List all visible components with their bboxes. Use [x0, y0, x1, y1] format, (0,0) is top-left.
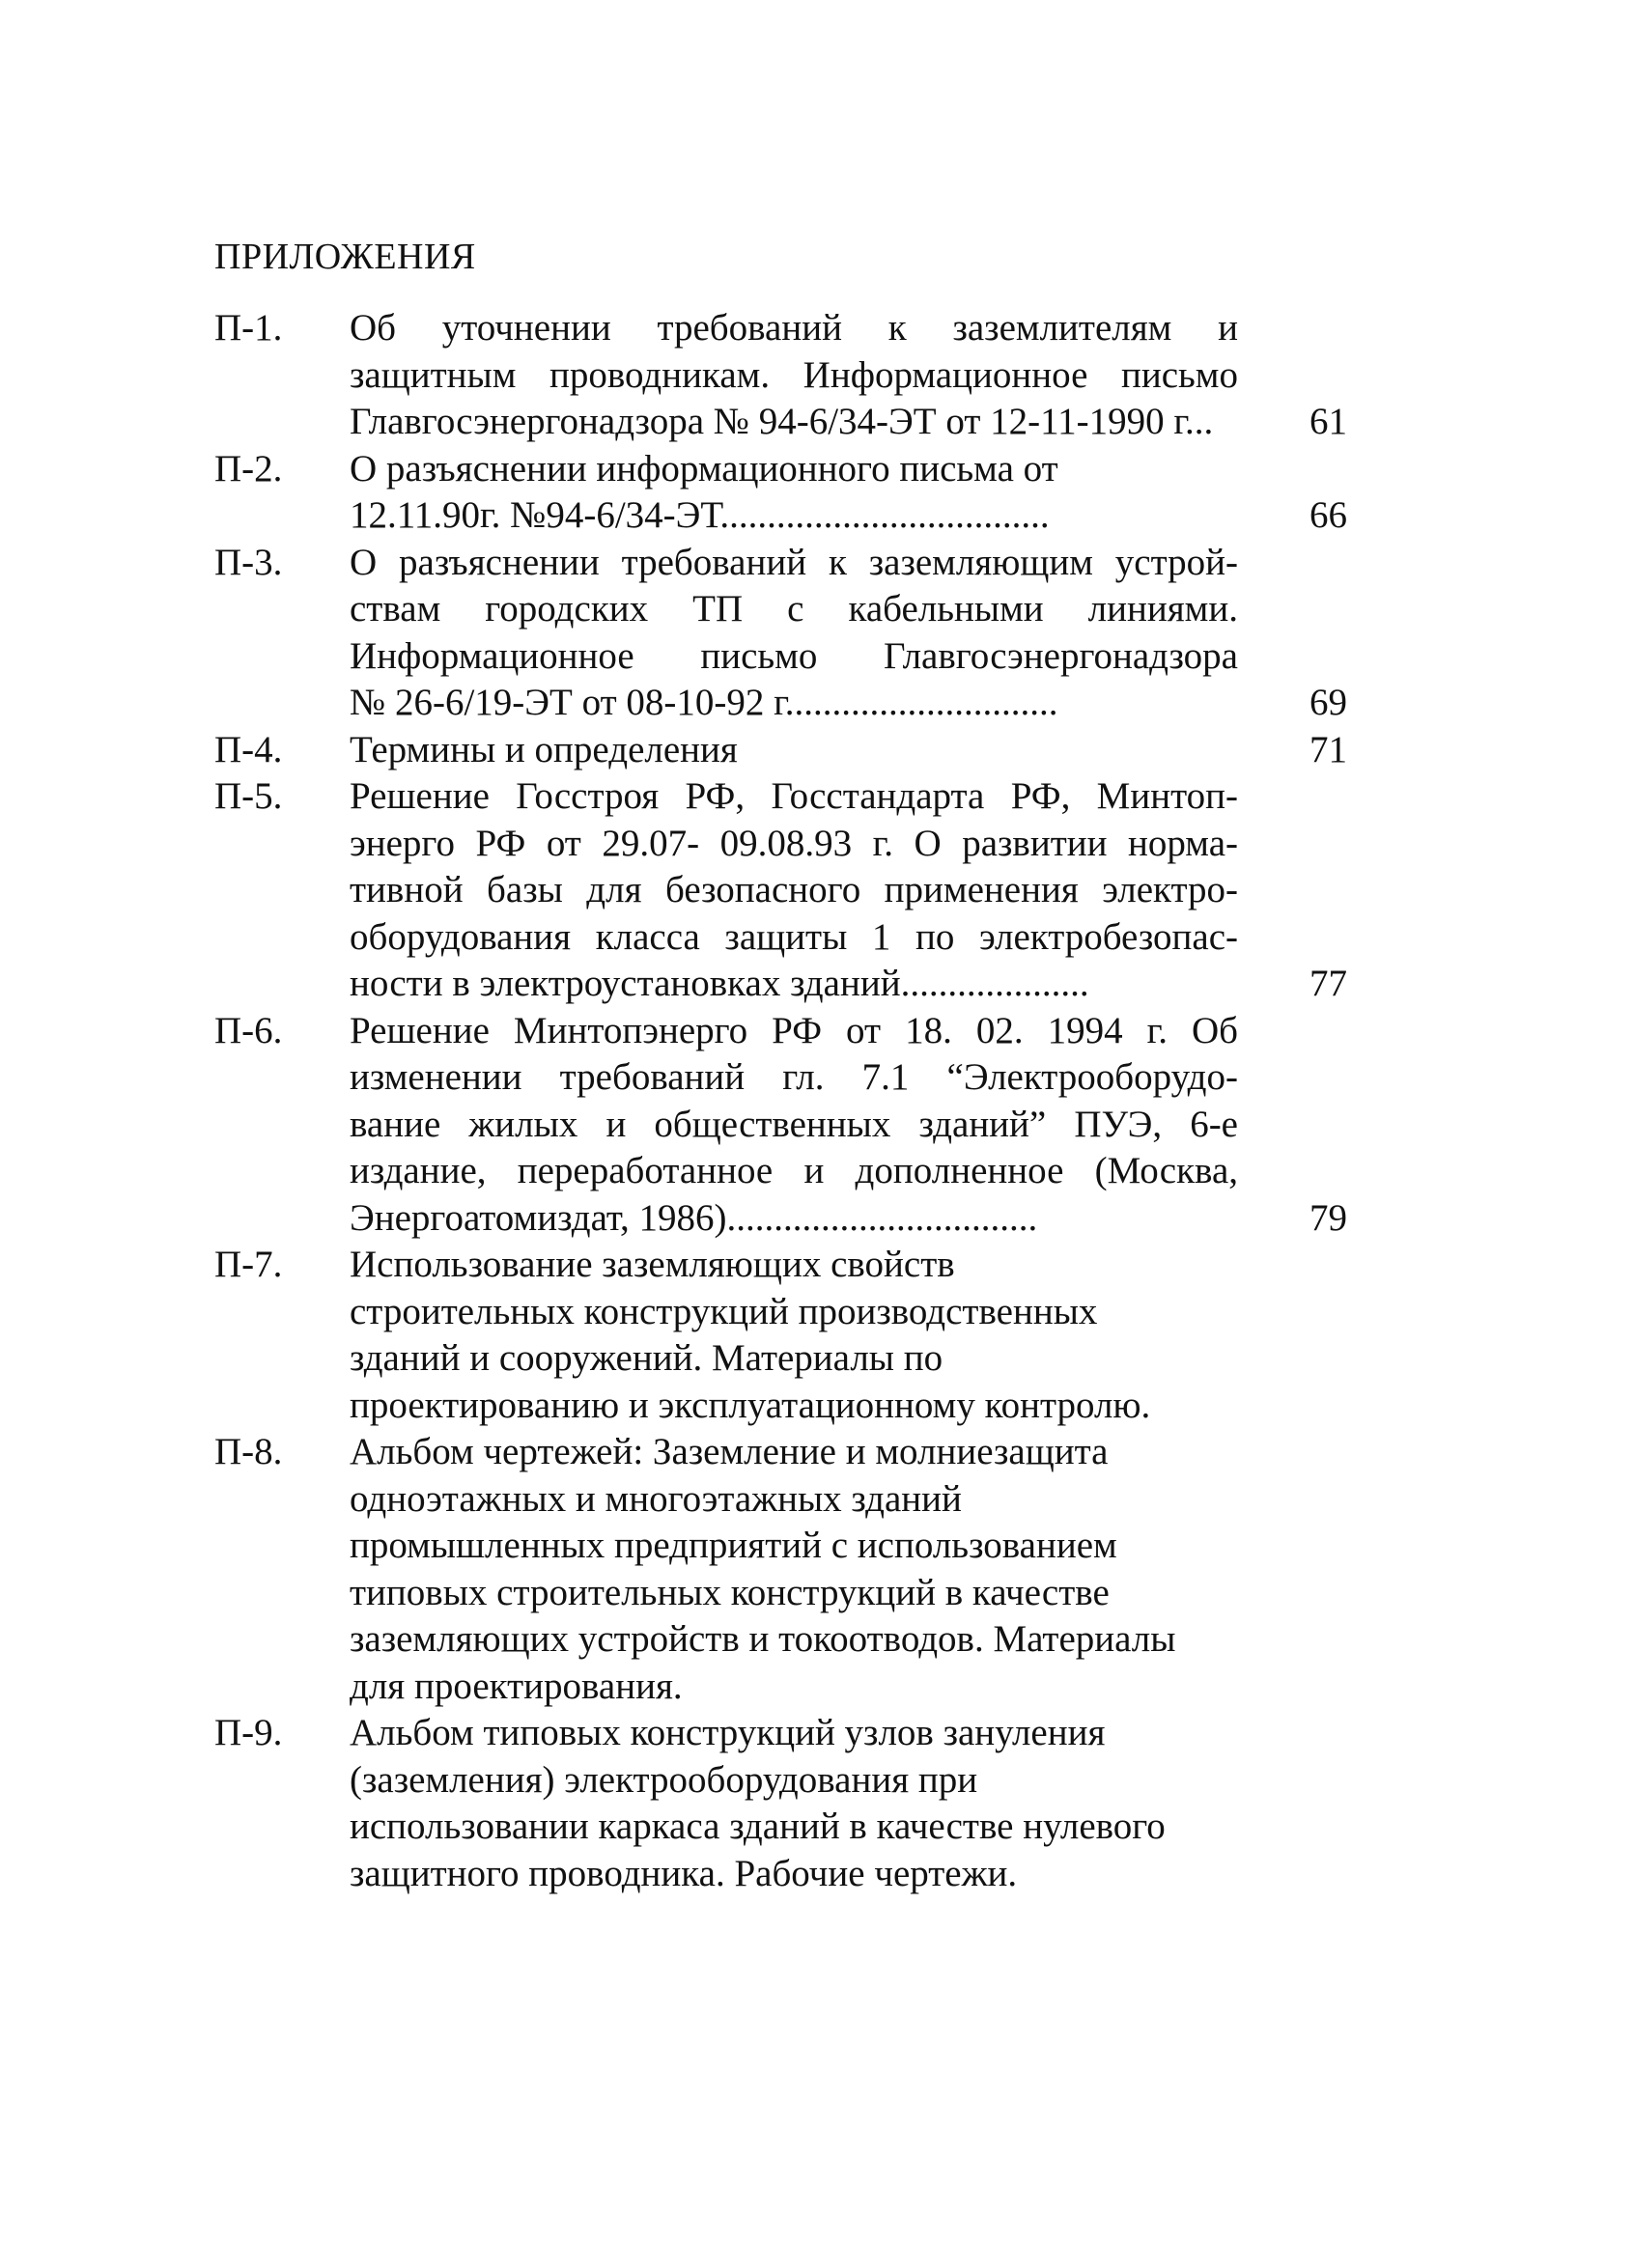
entry-line: для проектирования.	[350, 1665, 683, 1707]
entry-number: П-8.	[214, 1431, 283, 1472]
entry-line: Альбом чертежей: Заземление и молниезащита	[350, 1431, 1109, 1472]
entry-line: оборудования класса защиты 1 по электробезопас-	[350, 915, 1238, 958]
entry-title	[350, 540, 1238, 727]
entry-number: П-5.	[214, 775, 283, 817]
entry-title	[350, 773, 1238, 1008]
entry-title	[350, 727, 1238, 774]
entry-line: защитным проводникам. Информационное письмо	[350, 353, 1238, 396]
entry-line: зданий и сооружений. Материалы по	[350, 1337, 943, 1379]
entry-page-number: 79	[1309, 1196, 1347, 1239]
entry-title	[350, 1429, 1238, 1710]
toc-entry	[214, 1429, 1354, 1710]
toc-entry	[214, 1242, 1354, 1429]
entry-line: проектированию и эксплуатационному контролю.	[350, 1384, 1151, 1426]
toc-entry	[214, 727, 1354, 774]
entry-number: П-6.	[214, 1009, 283, 1051]
entry-line: 12.11.90г. №94-6/34-ЭТ...................................	[350, 494, 1050, 536]
entry-line: № 26-6/19-ЭТ от 08-10-92 г.............................	[350, 682, 1058, 723]
toc-entry	[214, 1710, 1354, 1897]
entry-line: заземляющих устройств и токоотводов. Материалы	[350, 1618, 1176, 1660]
entry-line: Информационное письмо Главгосэнергонадзора	[350, 634, 1238, 677]
section-title: ПРИЛОЖЕНИЯ	[214, 237, 476, 277]
entry-line: использовании каркаса зданий в качестве нулевого	[350, 1806, 1166, 1847]
entry-line: изменении требований гл. 7.1 “Электрооборудо-	[350, 1056, 1238, 1098]
entry-page-number: 77	[1309, 963, 1347, 1004]
entry-line: строительных конструкций производственных	[350, 1290, 1098, 1332]
entry-line: Решение Госстроя РФ, Госстандарта РФ, Минтоп-	[350, 775, 1238, 817]
entry-page-number: 71	[1309, 728, 1347, 770]
entry-number: П-4.	[214, 728, 283, 770]
entry-line: типовых строительных конструкций в качестве	[350, 1571, 1110, 1613]
entry-line: защитного проводника. Рабочие чертежи.	[350, 1852, 1018, 1894]
toc-entry	[214, 1008, 1354, 1243]
toc-entry	[214, 305, 1354, 446]
entry-title	[350, 1710, 1238, 1897]
entry-line: энерго РФ от 29.07- 09.08.93 г. О развитии норма-	[350, 822, 1238, 864]
entry-number: П-1.	[214, 307, 283, 349]
entry-title	[350, 446, 1238, 540]
entry-line: Об уточнении требований к заземлителям и	[350, 307, 1238, 349]
entry-line: ствам городских ТП с кабельными линиями.	[350, 588, 1238, 630]
entry-line: Альбом типовых конструкций узлов зануления	[350, 1712, 1106, 1753]
entry-title	[350, 1008, 1238, 1243]
entry-page-number: 66	[1309, 494, 1347, 536]
entry-line: одноэтажных и многоэтажных зданий	[350, 1477, 962, 1520]
entry-line: ности в электроустановках зданий....................	[350, 963, 1089, 1004]
entry-line: О разъяснении информационного письма от	[350, 447, 1058, 490]
entry-line: (заземления) электрооборудования при	[350, 1758, 978, 1801]
entry-page-number: 61	[1309, 401, 1347, 442]
entry-number: П-2.	[214, 447, 283, 490]
entry-line: Решение Минтопэнерго РФ от 18. 02. 1994 г. Об	[350, 1009, 1238, 1051]
entry-title	[350, 1242, 1238, 1429]
entry-line: Термины и определения	[350, 728, 738, 770]
entry-line: промышленных предприятий с использованием	[350, 1525, 1117, 1566]
entry-number: П-9.	[214, 1712, 283, 1753]
entry-line: вание жилых и общественных зданий” ПУЭ, 6-е	[350, 1103, 1238, 1145]
entry-line: издание, переработанное и дополненное (Москва,	[350, 1150, 1238, 1191]
entry-line: Использование заземляющих свойств	[350, 1244, 955, 1285]
toc-entry	[214, 540, 1354, 727]
entry-page-number: 69	[1309, 682, 1347, 723]
entry-number: П-3.	[214, 541, 283, 583]
entry-line: О разъяснении требований к заземляющим устрой-	[350, 541, 1238, 583]
toc-entry	[214, 773, 1354, 1008]
entry-line: тивной базы для безопасного применения электро-	[350, 869, 1238, 910]
entry-title	[350, 305, 1238, 446]
entry-line: Главгосэнергонадзора № 94-6/34-ЭТ от 12-11-1990 г...	[350, 401, 1214, 442]
entry-line: Энергоатомиздат, 1986).................................	[350, 1196, 1038, 1239]
table-of-contents	[214, 305, 1354, 1897]
entry-number: П-7.	[214, 1244, 283, 1285]
toc-entry	[214, 446, 1354, 540]
